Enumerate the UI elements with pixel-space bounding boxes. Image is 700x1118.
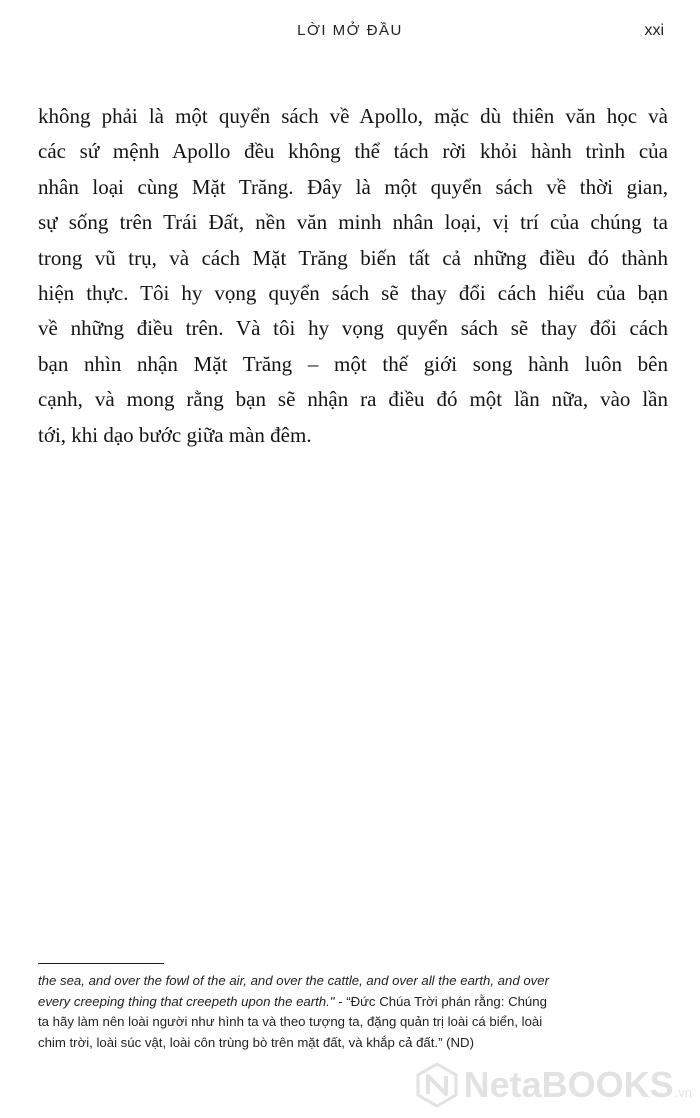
body-line: hiện thực. Tôi hy vọng quyển sách sẽ thay đổi cách hiểu của bạn xyxy=(38,281,668,306)
footnote-english-fragment: every creeping thing that creepeth upon the earth." xyxy=(38,993,335,1009)
footnote-translation-start: - “Đức Chúa Trời phán rằng: Chúng xyxy=(334,993,547,1009)
footnote-line-english: the sea, and over the fowl of the air, and over the cattle, and over all the earth, and over xyxy=(38,973,549,988)
watermark-suffix: .vn xyxy=(674,1085,692,1100)
footnote-line: chim trời, loài súc vật, loài côn trùng bò trên mặt đất, và khắp cả đất.” (ND) xyxy=(38,1034,474,1050)
page-header xyxy=(0,22,700,52)
body-line: bạn nhìn nhận Mặt Trăng – một thế giới song hành luôn bên xyxy=(38,351,668,376)
body-line: tới, khi dạo bước giữa màn đêm. xyxy=(38,422,312,447)
footnote-line: ta hãy làm nên loài người như hình ta và theo tượng ta, đặng quản trị loài cá biển, loài xyxy=(38,1014,543,1029)
body-line: sự sống trên Trái Đất, nền văn minh nhân loại, vị trí của chúng ta xyxy=(38,210,668,235)
body-line: không phải là một quyển sách về Apollo, mặc dù thiên văn học và xyxy=(38,104,668,128)
body-paragraph xyxy=(38,99,668,453)
body-line: về những điều trên. Và tôi hy vọng quyển sách sẽ thay đổi cách xyxy=(38,316,668,341)
body-line: nhân loại cùng Mặt Trăng. Đây là một quyển sách về thời gian, xyxy=(38,174,668,199)
page-number: xxi xyxy=(644,22,664,39)
netabooks-logo-icon xyxy=(414,1062,460,1108)
body-line: cạnh, và mong rằng bạn sẽ nhận ra điều đó một lần nữa, vào lần xyxy=(38,387,668,412)
body-line: các sứ mệnh Apollo đều không thể tách rời khỏi hành trình của xyxy=(38,139,668,164)
footnote xyxy=(38,971,666,1053)
watermark xyxy=(414,1062,692,1108)
watermark-brand: NetaBOOKS xyxy=(463,1064,674,1105)
body-line: trong vũ trụ, và cách Mặt Trăng biến tất cả những điều đó thành xyxy=(38,245,668,270)
running-title: LỜI MỞ ĐẦU xyxy=(297,22,403,39)
footnote-divider xyxy=(38,963,164,964)
footnote-line-mixed xyxy=(38,992,666,1013)
